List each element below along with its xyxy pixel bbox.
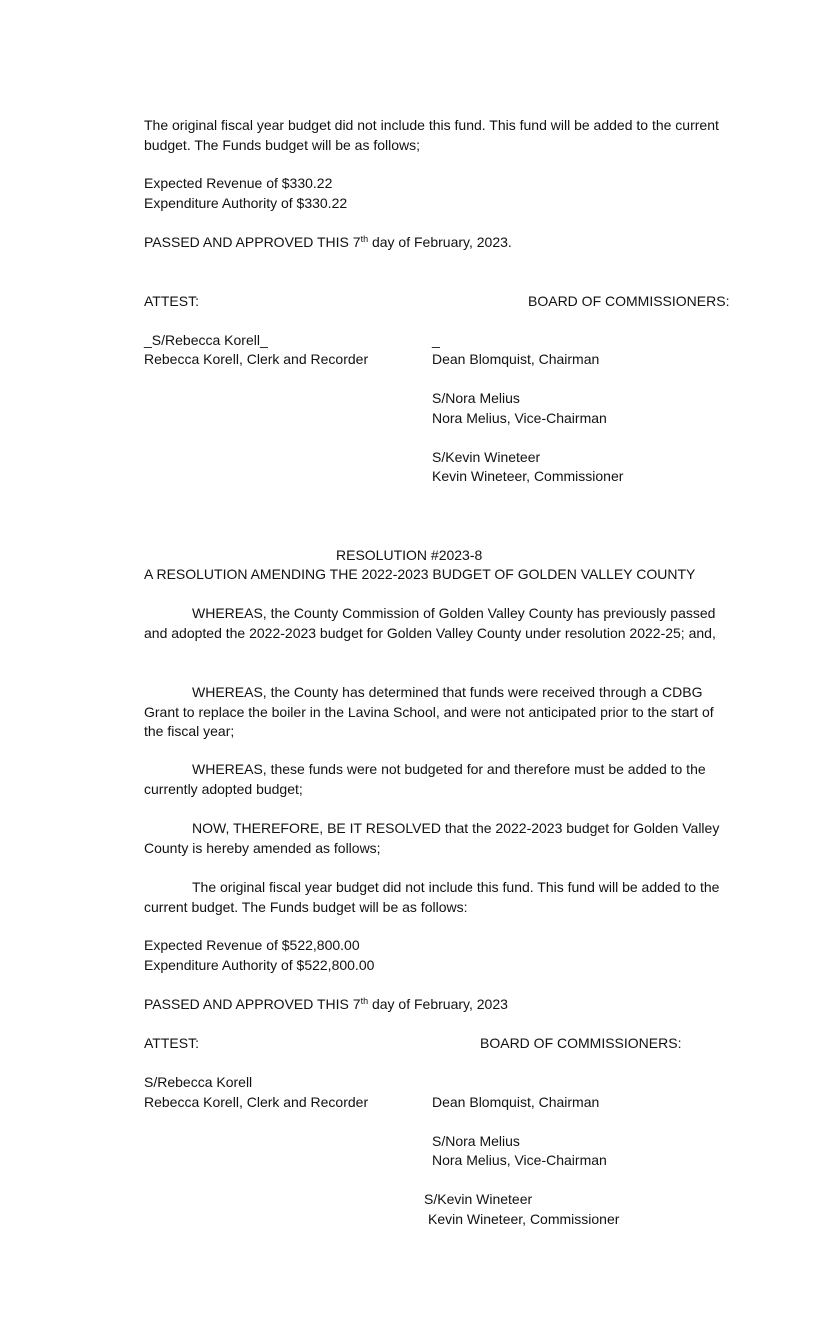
section2-commissioner-signature: S/Kevin Wineteer <box>424 1191 533 1207</box>
section1-vice-name: Nora Melius, Vice-Chairman <box>432 410 607 426</box>
section2-passed-approved-line <box>144 995 508 1014</box>
section1-clerk-name: Rebecca Korell, Clerk and Recorder <box>144 351 369 367</box>
section1-commissioner-signature: S/Kevin Wineteer <box>432 449 541 465</box>
section1-chair-name: Dean Blomquist, Chairman <box>432 351 600 367</box>
section1-passed-approved-line <box>144 233 512 252</box>
passed-superscript: th <box>360 234 369 244</box>
section1-intro-paragraph: The original fiscal year budget did not include this fund. This fund will be added to the current budget. The Funds budget will be as follows; <box>144 117 719 153</box>
section1-attest-label: ATTEST: <box>144 293 199 309</box>
passed-superscript: th <box>360 996 369 1006</box>
section2-vice-name: Nora Melius, Vice-Chairman <box>432 1152 607 1168</box>
section2-board-label: BOARD OF COMMISSIONERS: <box>480 1035 682 1051</box>
section2-vice-signature: S/Nora Melius <box>432 1133 520 1149</box>
section1-commissioner-name: Kevin Wineteer, Commissioner <box>432 468 624 484</box>
section2-expenditure-authority: Expenditure Authority of $522,800.00 <box>144 957 375 973</box>
passed-date: day of February, 2023 <box>368 996 508 1012</box>
section1-chair-signature: _ <box>432 332 440 348</box>
section2-chair-name: Dean Blomquist, Chairman <box>432 1094 600 1110</box>
section1-expected-revenue: Expected Revenue of $330.22 <box>144 175 333 191</box>
passed-text: PASSED AND APPROVED THIS 7 <box>144 234 361 250</box>
section2-expected-revenue: Expected Revenue of $522,800.00 <box>144 937 360 953</box>
section1-vice-signature: S/Nora Melius <box>432 390 520 406</box>
section1-expenditure-authority: Expenditure Authority of $330.22 <box>144 195 348 211</box>
passed-text: PASSED AND APPROVED THIS 7 <box>144 996 361 1012</box>
section1-board-label: BOARD OF COMMISSIONERS: <box>528 293 730 309</box>
section1-clerk-signature: _S/Rebecca Korell_ <box>144 332 268 348</box>
whereas-paragraph-3: WHEREAS, these funds were not budgeted for and therefore must be added to the currently adopted budget; <box>144 761 706 797</box>
passed-date: day of February, 2023. <box>368 234 512 250</box>
whereas-paragraph-1: WHEREAS, the County Commission of Golden Valley County has previously passed and adopted the 2022-2023 budget for Golden Valley County under resolution 2022-25; and, <box>144 605 716 641</box>
resolved-paragraph: NOW, THEREFORE, BE IT RESOLVED that the 2022-2023 budget for Golden Valley County is hereby amended as follows; <box>144 820 720 856</box>
whereas-paragraph-2: WHEREAS, the County has determined that funds were received through a CDBG Grant to replace the boiler in the Lavina School, and were not anticipated prior to the start of the fiscal year; <box>144 684 714 739</box>
original-budget-paragraph: The original fiscal year budget did not include this fund. This fund will be added to the current budget. The Funds budget will be as follows: <box>144 879 720 915</box>
section2-commissioner-name: Kevin Wineteer, Commissioner <box>428 1211 620 1227</box>
section2-attest-label: ATTEST: <box>144 1035 199 1051</box>
resolution-subheading: A RESOLUTION AMENDING THE 2022-2023 BUDGET OF GOLDEN VALLEY COUNTY <box>144 566 696 582</box>
section2-clerk-signature: S/Rebecca Korell <box>144 1074 253 1090</box>
section2-clerk-name: Rebecca Korell, Clerk and Recorder <box>144 1094 369 1110</box>
resolution-heading: RESOLUTION #2023-8 <box>336 547 483 563</box>
